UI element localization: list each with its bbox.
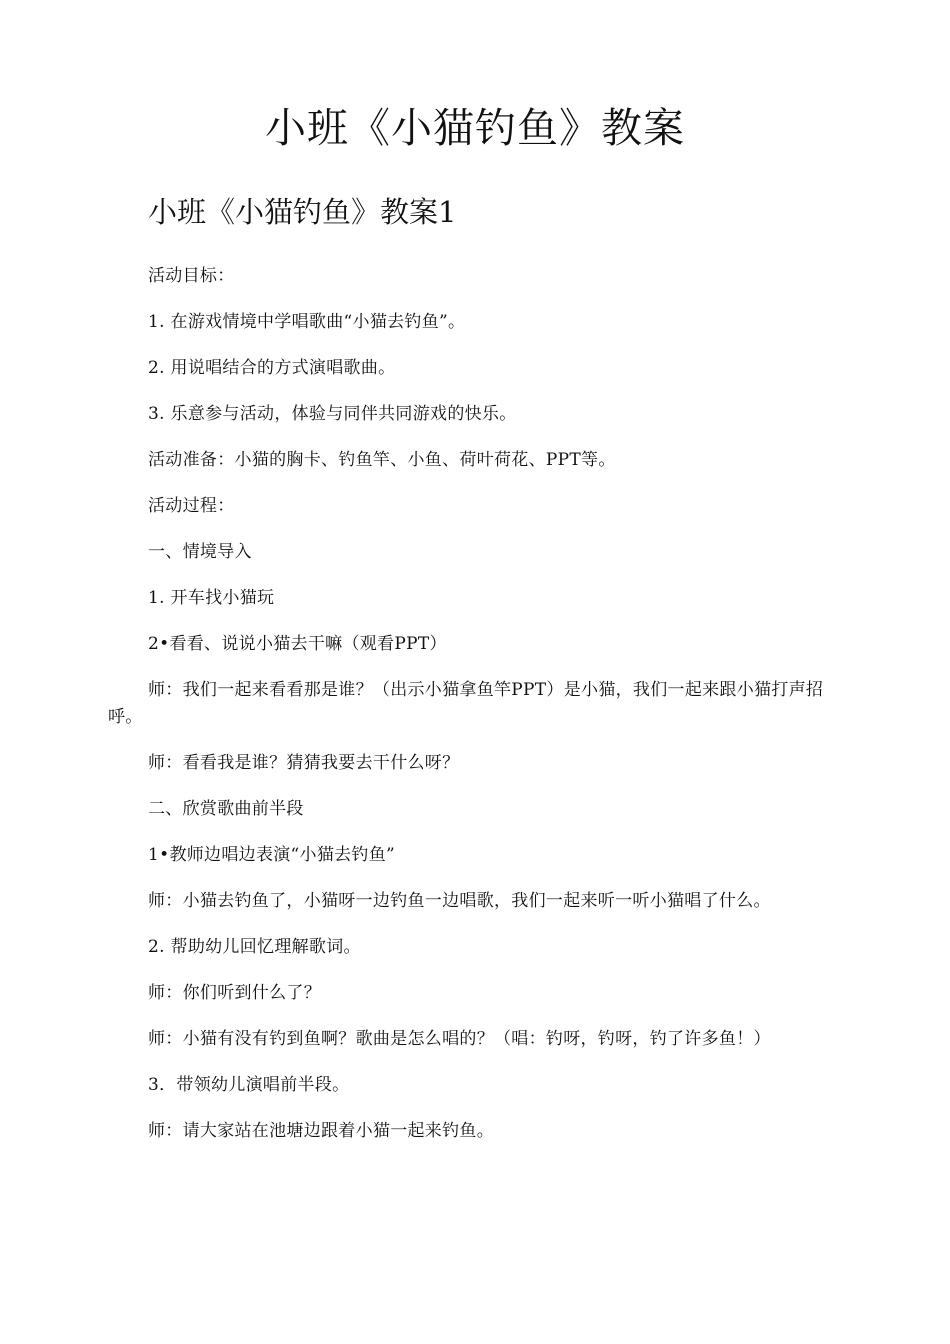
paragraph-goal-3: 3. 乐意参与活动，体验与同伴共同游戏的快乐。 bbox=[148, 404, 517, 424]
paragraph-step-2-2: 2. 帮助幼儿回忆理解歌词。 bbox=[148, 937, 361, 957]
document-title: 小班《小猫钓鱼》教案 bbox=[265, 104, 685, 152]
paragraph-step-1-1: 1. 开车找小猫玩 bbox=[148, 588, 275, 608]
section-heading: 小班《小猫钓鱼》教案1 bbox=[148, 195, 457, 229]
paragraph-teacher-line-2: 师：看看我是谁？猜猜我要去干什么呀？ bbox=[148, 753, 460, 773]
paragraph-section-2-heading: 二、欣赏歌曲前半段 bbox=[148, 799, 304, 819]
document-body bbox=[108, 263, 843, 1145]
paragraph-teacher-line-3: 师：小猫去钓鱼了，小猫呀一边钓鱼一边唱歌，我们一起来听一听小猫唱了什么。 bbox=[148, 891, 771, 911]
paragraph-goal-1: 1. 在游戏情境中学唱歌曲“小猫去钓鱼”。 bbox=[148, 312, 466, 332]
paragraph-teacher-line-6: 师：请大家站在池塘边跟着小猫一起来钓鱼。 bbox=[148, 1121, 494, 1141]
paragraph-materials: 活动准备：小猫的胸卡、钓鱼竿、小鱼、荷叶荷花、PPT等。 bbox=[148, 450, 616, 470]
paragraph-step-2-3: 3．带领幼儿演唱前半段。 bbox=[148, 1075, 350, 1095]
paragraph-teacher-line-1: 师：我们一起来看看那是谁？（出示小猫拿鱼竿PPT）是小猫，我们一起来跟小猫打声招呼。 bbox=[108, 680, 824, 727]
paragraph-section-1-heading: 一、情境导入 bbox=[148, 542, 252, 562]
paragraph-step-1-2: 2•看看、说说小猫去干嘛（观看PPT） bbox=[148, 634, 447, 654]
paragraph-step-2-1: 1•教师边唱边表演“小猫去钓鱼” bbox=[148, 845, 396, 865]
paragraph-teacher-line-5: 师：小猫有没有钓到鱼啊？歌曲是怎么唱的？（唱：钓呀，钓呀，钓了许多鱼！） bbox=[148, 1029, 771, 1049]
paragraph-teacher-line-4: 师：你们听到什么了？ bbox=[148, 983, 321, 1003]
paragraph-process-label: 活动过程： bbox=[148, 496, 235, 516]
paragraph-activity-goals-label: 活动目标： bbox=[148, 266, 235, 286]
paragraph-goal-2: 2. 用说唱结合的方式演唱歌曲。 bbox=[148, 358, 396, 378]
